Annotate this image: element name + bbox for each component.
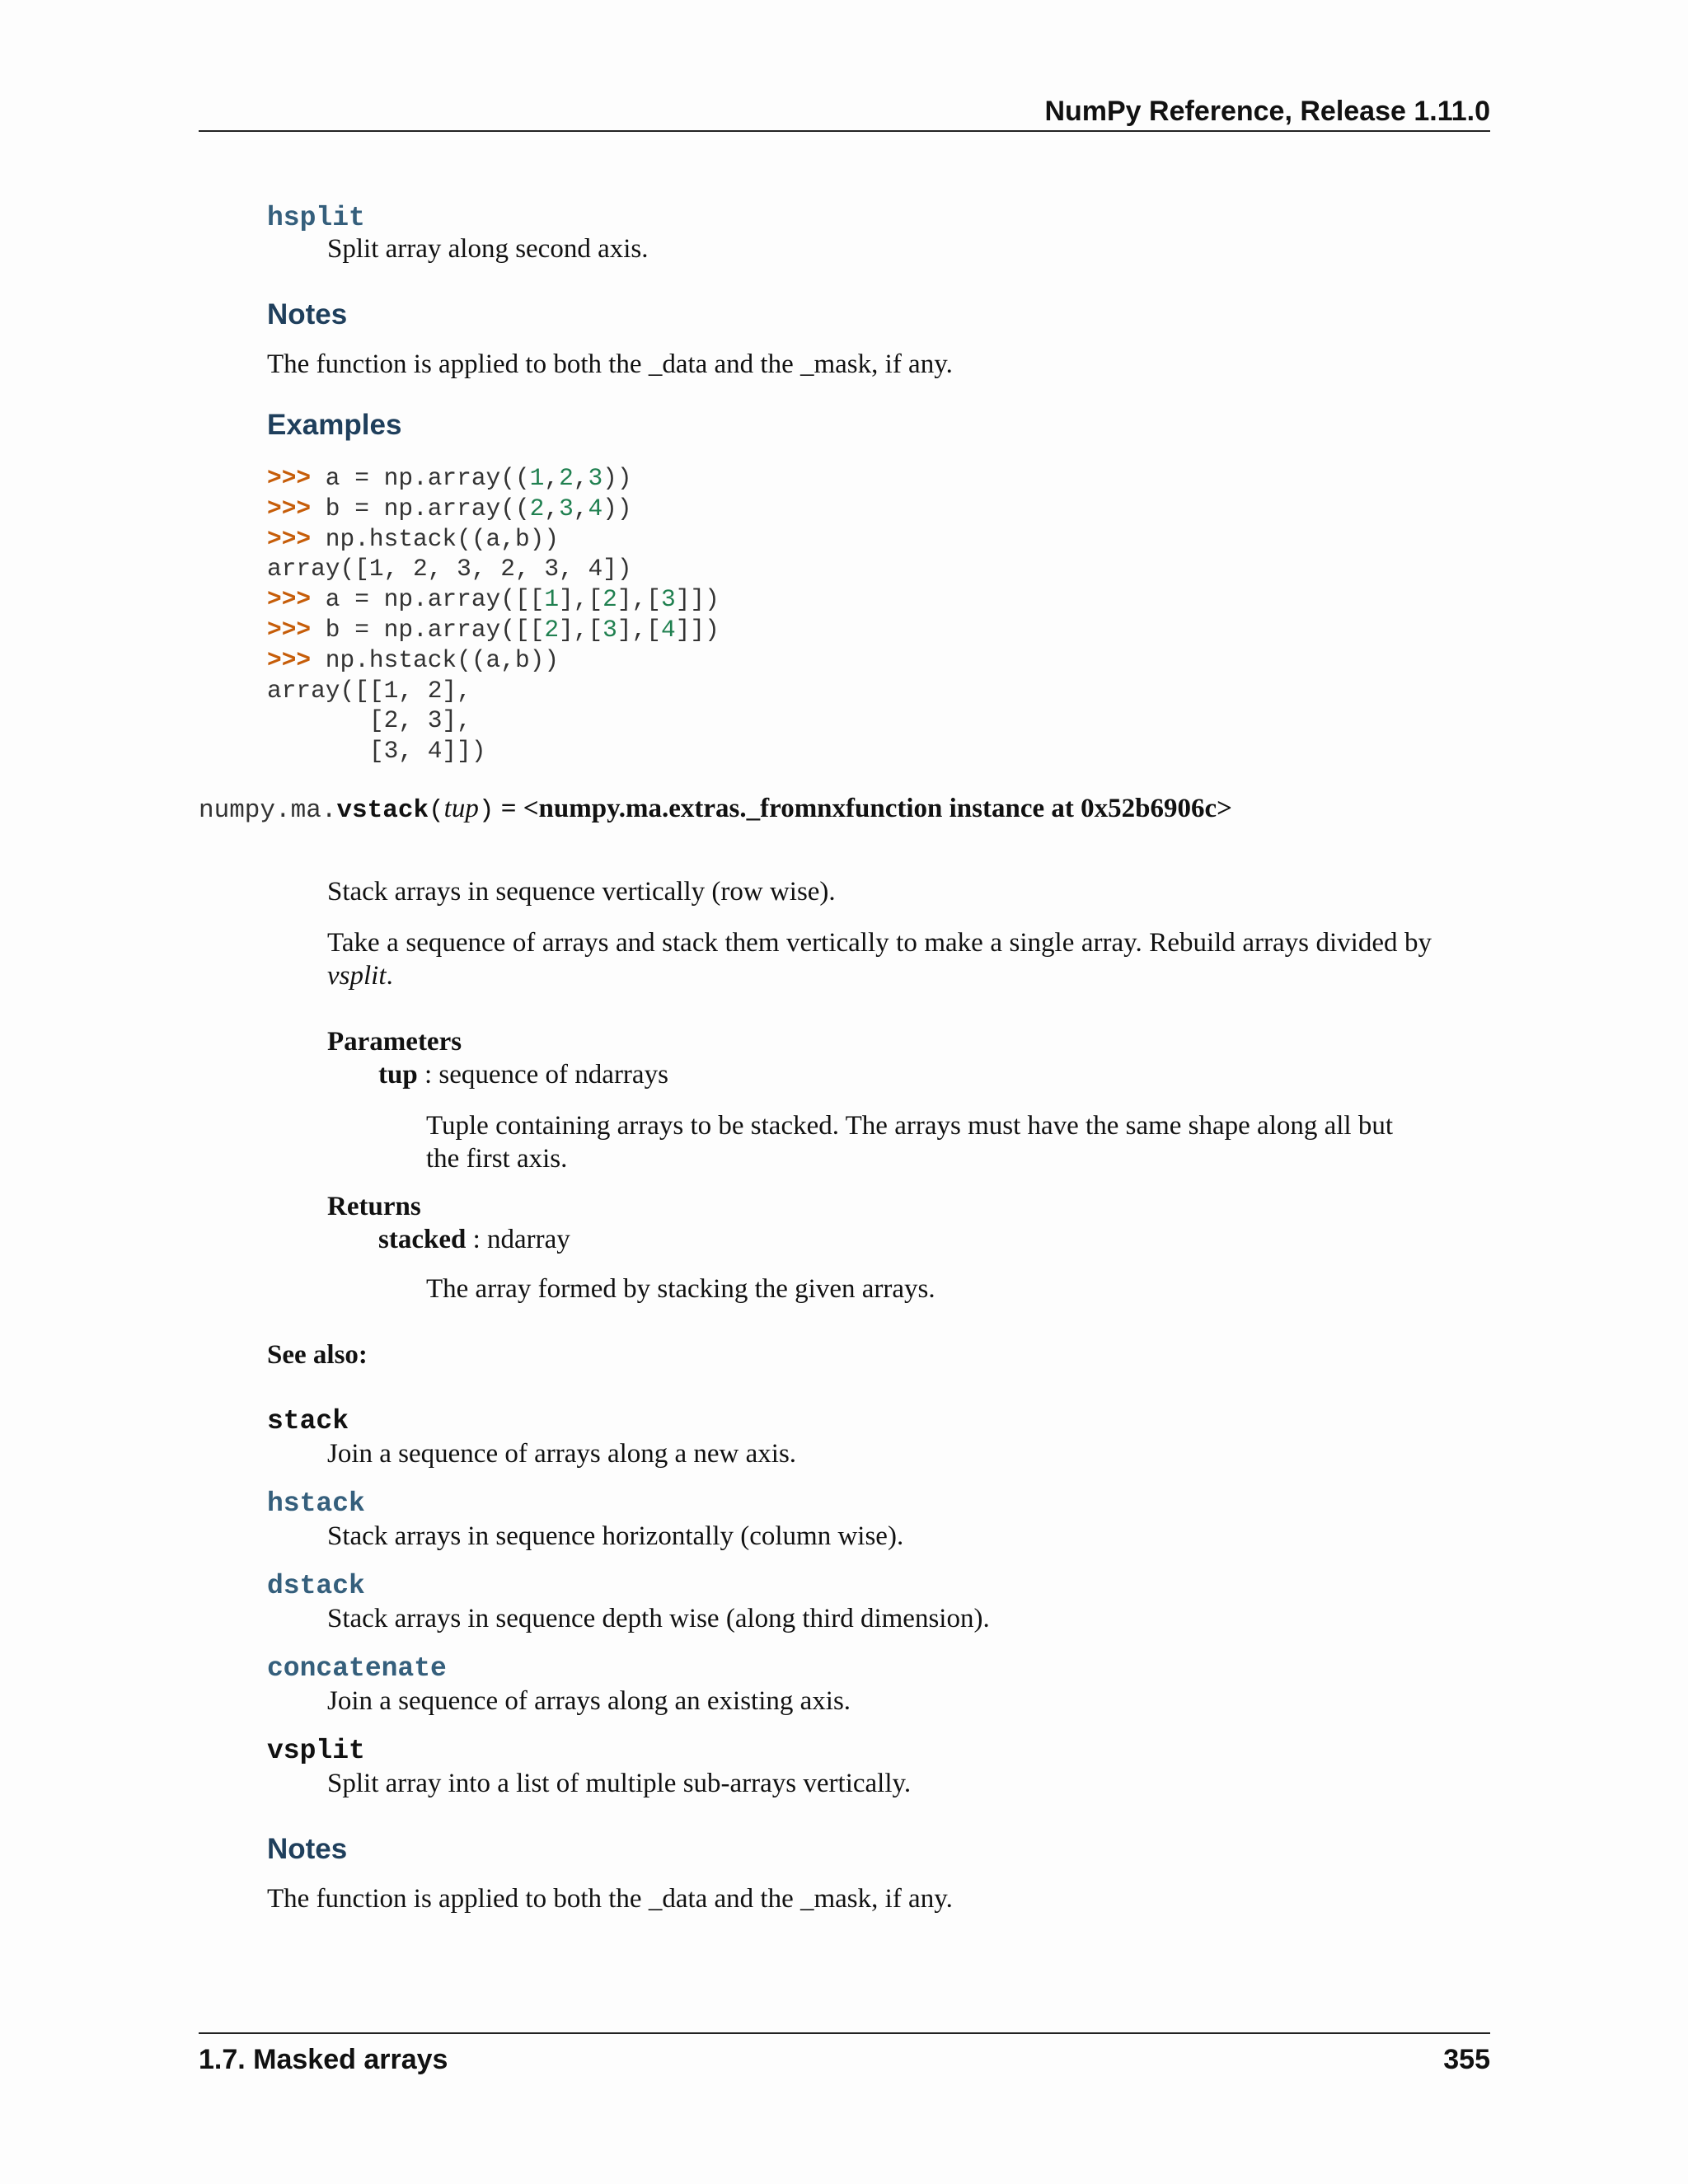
code-text: )) (603, 494, 632, 523)
code-text: np.hstack((a,b)) (311, 524, 560, 553)
code-text: b = np.array(( (311, 494, 530, 523)
code-line (267, 677, 471, 705)
extended-summary-text: Take a sequence of arrays and stack them vertically to make a single array. Rebuild arrays divided by (327, 928, 1432, 958)
code-prompt: >>> (267, 585, 312, 614)
signature-param: tup (443, 794, 479, 823)
see-also-desc-hsplit: Split array along second axis. (327, 234, 649, 264)
code-prompt: >>> (267, 464, 312, 492)
see-also-item-vsplit: vsplit (267, 1736, 365, 1766)
code-number: 2 (544, 615, 560, 644)
return-desc: The array formed by stacking the given arrays. (426, 1274, 935, 1304)
code-number: 1 (544, 585, 560, 614)
extended-summary-ref: vsplit (327, 961, 387, 991)
footer-section: 1.7. Masked arrays (199, 2044, 448, 2075)
code-separator: , (573, 494, 588, 523)
code-separator: , (544, 494, 560, 523)
examples-heading: Examples (267, 409, 402, 441)
code-number: 3 (603, 615, 617, 644)
code-prompt: >>> (267, 645, 312, 674)
return-type: : ndarray (466, 1225, 570, 1254)
code-line (267, 646, 559, 674)
code-number: 3 (588, 464, 603, 492)
signature-module: numpy.ma. (199, 796, 337, 825)
code-separator: ],[ (559, 615, 603, 644)
parameter-name: tup (378, 1060, 418, 1090)
code-line (267, 525, 559, 553)
code-number: 3 (660, 585, 676, 614)
see-also-link-dstack[interactable]: dstack (267, 1571, 365, 1601)
notes-text-2: The function is applied to both the _data and the _mask, if any. (267, 1884, 953, 1914)
see-also-desc-stack: Join a sequence of arrays along a new axis. (327, 1439, 797, 1469)
notes-heading: Notes (267, 298, 348, 330)
see-also-link-hsplit[interactable]: hsplit (267, 203, 365, 233)
code-number: 2 (529, 494, 545, 523)
parameter-tup (378, 1060, 668, 1090)
function-signature (199, 793, 1232, 825)
code-number: 4 (588, 494, 603, 523)
see-also-link-concatenate[interactable]: concatenate (267, 1653, 447, 1684)
return-stacked (378, 1225, 570, 1255)
signature-open-paren: ( (429, 796, 444, 825)
code-separator: , (573, 464, 588, 492)
code-line (267, 616, 720, 644)
code-number: 4 (660, 615, 676, 644)
signature-value: = <numpy.ma.extras._fromnxfunction instance at 0x52b6906c> (494, 794, 1232, 823)
code-output: array([[1, 2], (267, 676, 471, 705)
code-line (267, 737, 486, 765)
header-title: NumPy Reference, Release 1.11.0 (1044, 96, 1490, 127)
see-also-desc-dstack: Stack arrays in sequence depth wise (along third dimension). (327, 1604, 990, 1633)
code-line (267, 706, 471, 734)
code-line (267, 494, 632, 523)
code-output: [3, 4]]) (267, 737, 486, 766)
code-text: ]]) (675, 585, 720, 614)
see-also-desc-concatenate: Join a sequence of arrays along an existing axis. (327, 1686, 851, 1716)
code-number: 3 (559, 494, 574, 523)
returns-title: Returns (327, 1192, 421, 1221)
code-text: a = np.array(( (311, 464, 530, 492)
see-also-item-stack: stack (267, 1406, 349, 1436)
code-number: 2 (559, 464, 574, 492)
code-number: 2 (603, 585, 617, 614)
signature-close-paren: ) (478, 796, 495, 825)
see-also-desc-hstack: Stack arrays in sequence horizontally (column wise). (327, 1521, 904, 1551)
return-name: stacked (378, 1225, 467, 1254)
code-output: [2, 3], (267, 706, 471, 735)
code-line (267, 464, 632, 492)
code-prompt: >>> (267, 494, 312, 523)
code-line (267, 585, 720, 613)
page-footer (199, 2032, 1490, 2077)
see-also-link-hstack[interactable]: hstack (267, 1488, 365, 1519)
signature-function-name: vstack (336, 796, 429, 825)
code-prompt: >>> (267, 524, 312, 553)
see-also-heading: See also: (267, 1340, 368, 1370)
extended-summary-end: . (386, 961, 393, 991)
code-separator: ],[ (617, 585, 661, 614)
code-separator: ],[ (559, 585, 603, 614)
code-number: 1 (529, 464, 545, 492)
footer-page-number: 355 (1443, 2044, 1490, 2075)
code-separator: ],[ (617, 615, 661, 644)
code-text: a = np.array([[ (311, 585, 545, 614)
code-text: ]]) (675, 615, 720, 644)
code-line (267, 555, 632, 583)
parameter-type: : sequence of ndarrays (417, 1060, 668, 1090)
notes-text: The function is applied to both the _data and the _mask, if any. (267, 349, 953, 379)
code-prompt: >>> (267, 615, 312, 644)
code-text: )) (603, 464, 632, 492)
page-header (199, 92, 1490, 132)
see-also-desc-vsplit: Split array into a list of multiple sub-arrays vertically. (327, 1769, 912, 1798)
code-example-block (267, 463, 720, 766)
extended-summary (327, 926, 1432, 992)
code-separator: , (544, 464, 560, 492)
notes-heading-2: Notes (267, 1833, 348, 1865)
code-text: np.hstack((a,b)) (311, 645, 560, 674)
code-output: array([1, 2, 3, 2, 3, 4]) (267, 555, 632, 583)
code-text: b = np.array([[ (311, 615, 545, 644)
parameter-desc: Tuple containing arrays to be stacked. The arrays must have the same shape along all but the first axis. (426, 1111, 1394, 1174)
summary-text: Stack arrays in sequence vertically (row wise). (327, 877, 836, 907)
parameters-title: Parameters (327, 1027, 462, 1057)
